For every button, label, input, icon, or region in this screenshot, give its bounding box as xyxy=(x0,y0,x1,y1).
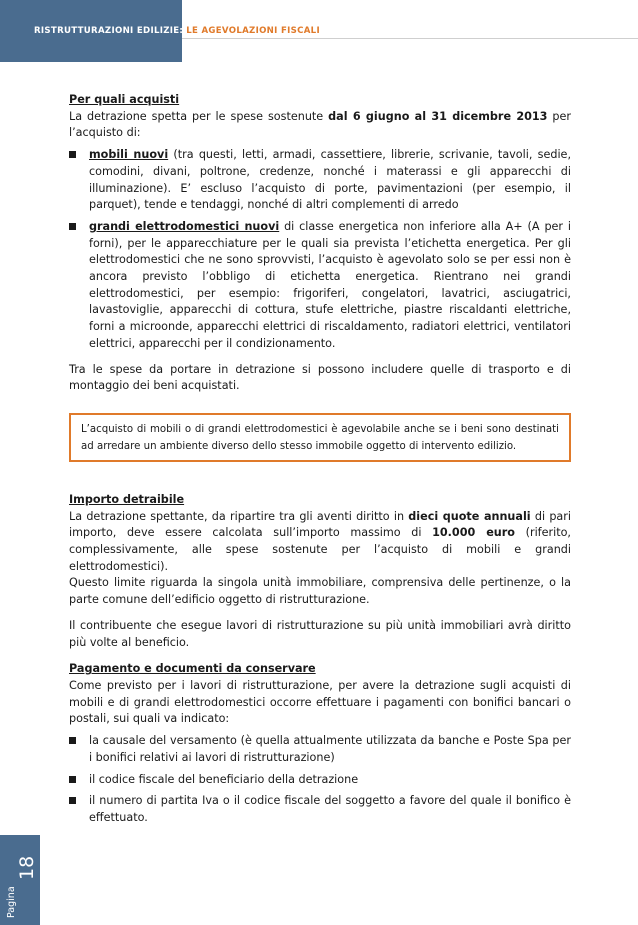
section-title-pagamento: Pagamento e documenti da conservare xyxy=(69,662,316,676)
page-body xyxy=(69,92,571,827)
pagamento-intro: Come previsto per i lavori di ristrutturazione, per avere la detrazione sugli acquisti di mobili e di grandi elettrodomestici occorre effettuare i pagamenti con bonifici bancari o postali, sui quali va indicato: xyxy=(69,678,571,726)
importo-text-c: (riferito, complessivamente, alle spese sostenute per l’acquisto di mobili e grandi elettrodomestici). xyxy=(69,526,571,573)
header-title xyxy=(34,26,320,36)
importo-text-b: di pari importo, deve essere calcolata sull’importo massimo di xyxy=(69,509,571,540)
bullet-square-icon xyxy=(69,797,76,804)
item-elettrodomestici-label: grandi elettrodomestici nuovi xyxy=(89,219,280,233)
pagamento-item-causale: la causale del versamento (è quella attualmente utilizzata da banche e Poste Spa per i bonifici relativi ai lavori di ristrutturazione) xyxy=(89,734,571,764)
header-title-left: RISTRUTTURAZIONI EDILIZIE: xyxy=(34,26,184,36)
importo-limit-paragraph: Questo limite riguarda la singola unità immobiliare, comprensiva delle pertinenze, o la parte comune dell’edificio oggetto di ristrutturazione. xyxy=(69,576,571,607)
pagamento-item-codice: il codice fiscale del beneficiario della detrazione xyxy=(89,772,359,786)
importo-paragraph xyxy=(69,509,571,576)
list-item xyxy=(69,793,571,826)
bullet-square-icon xyxy=(69,223,76,230)
page-header xyxy=(0,0,638,62)
acquisti-list xyxy=(69,147,571,352)
header-rule xyxy=(182,38,638,39)
importo-quote: dieci quote annuali xyxy=(408,509,531,523)
pagamento-item-partita-iva: il numero di partita Iva o il codice fiscale del soggetto a favore del quale il bonifico è effettuato. xyxy=(89,794,571,824)
list-item xyxy=(69,219,571,353)
acquisti-intro xyxy=(69,109,571,142)
acquisti-intro-end: per l’acquisto di: xyxy=(69,109,572,140)
list-item xyxy=(69,147,571,214)
item-mobili-label: mobili nuovi xyxy=(89,148,169,162)
section-title-acquisti: Per quali acquisti xyxy=(69,93,180,106)
bullet-square-icon xyxy=(69,776,76,783)
acquisti-date-range: dal 6 giugno al 31 dicembre 2013 xyxy=(328,109,548,123)
acquisti-intro-text: La detrazione spetta per le spese sostenute xyxy=(69,109,329,123)
section-title-importo: Importo detraibile xyxy=(69,492,185,506)
item-mobili-text: (tra questi, letti, armadi, cassettiere, librerie, scrivanie, tavoli, sedie, comodini, divani, poltrone, credenze, nonché i materassi e gli apparecchi di illuminazione). E’ escluso l’acquisto di porte, pavimentazioni (per esempio, il parquet), tende e tendaggi, nonché di altri complementi di arredo xyxy=(89,148,571,212)
list-item xyxy=(69,772,571,789)
importo-amount: 10.000 euro xyxy=(432,526,515,540)
importo-text-a: La detrazione spettante, da ripartire tra gli aventi diritto in xyxy=(69,509,409,523)
header-title-right: LE AGEVOLAZIONI FISCALI xyxy=(186,26,320,36)
pagamento-list xyxy=(69,733,571,827)
page-label: Pagina xyxy=(6,886,17,918)
item-elettrodomestici-text: di classe energetica non inferiore alla A+ (A per i forni), per le apparecchiature per le quali sia prevista l’etichetta energetica. Per gli elettrodomestici che ne sono sprovvisti, l’acquisto è agevolato solo se per essi non è ancora previsto l’obbligo di etichetta energetica. Rientrano nei grandi elettrodomestici, per esempio: frigoriferi, congelatori, lavatrici, asciugatrici, lavastoviglie, apparecchi di cottura, stufe elettriche, piastre riscaldanti elettriche, forni a microonde, apparecchi elettrici di riscaldamento, radiatori elettrici, ventilatori elettrici, apparecchi per il condizionamento. xyxy=(89,219,571,350)
bullet-square-icon xyxy=(69,151,76,158)
page-number: 18 xyxy=(16,855,38,880)
trasporto-paragraph: Tra le spese da portare in detrazione si possono includere quelle di trasporto e di montaggio dei beni acquistati. xyxy=(69,362,571,393)
bullet-square-icon xyxy=(69,737,76,744)
list-item xyxy=(69,733,571,766)
callout-box: L’acquisto di mobili o di grandi elettrodomestici è agevolabile anche se i beni sono destinati ad arredare un ambiente diverso dello stesso immobile oggetto di intervento edilizio. xyxy=(69,413,571,462)
importo-multi-paragraph: Il contribuente che esegue lavori di ristrutturazione su più unità immobiliari avrà diritto più volte al beneficio. xyxy=(69,618,571,649)
